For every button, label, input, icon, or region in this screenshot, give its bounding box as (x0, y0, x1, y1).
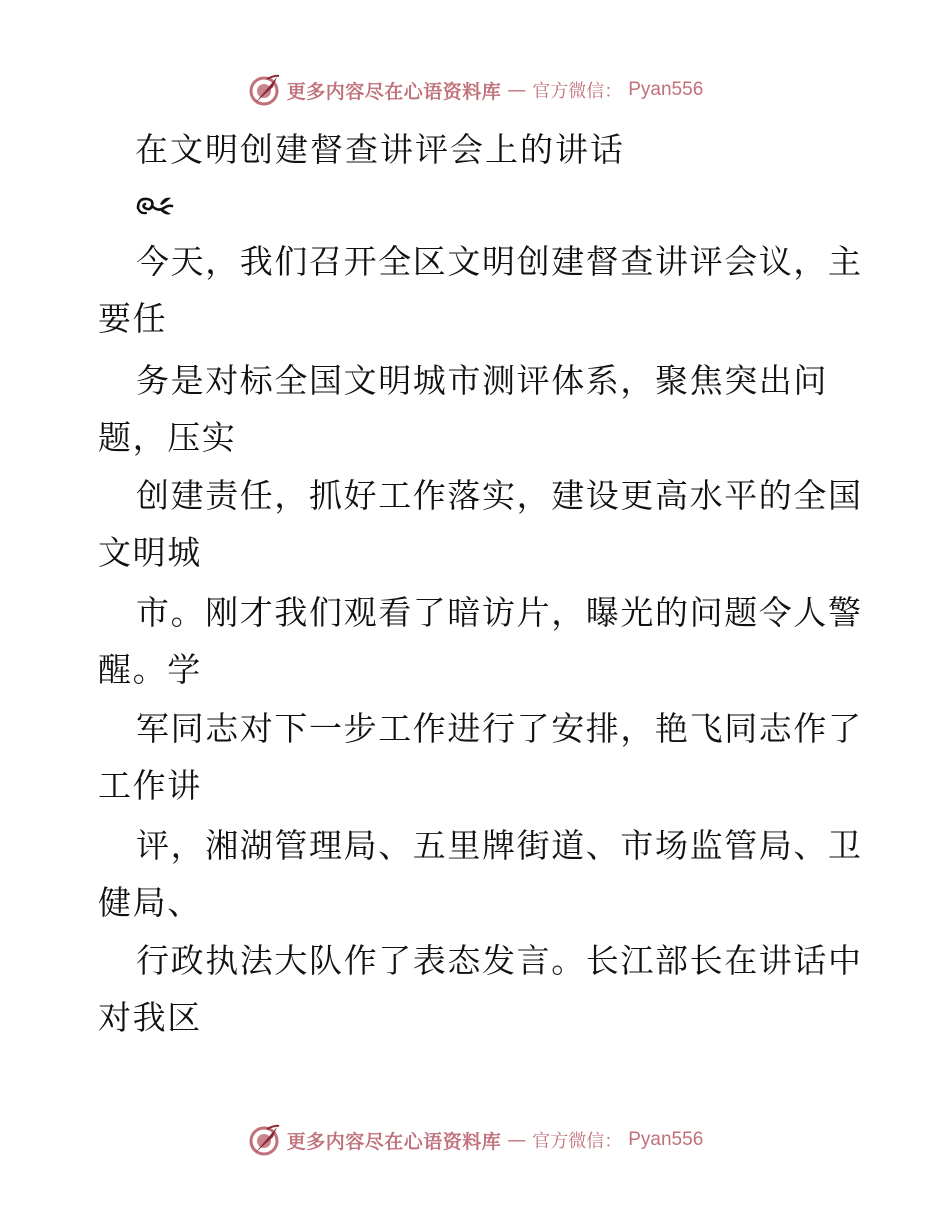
banner-wechat-id: Pyan556 (628, 79, 704, 100)
text-line: 务是对标全国文明城市测评体系，聚焦突出问 (136, 361, 828, 400)
body-paragraph-2 (98, 352, 858, 466)
body-paragraph-1 (98, 233, 863, 347)
text-line: 今天，我们召开全区文明创建督查讲评会议，主 (136, 242, 863, 281)
footer-banner (0, 1120, 950, 1160)
banner-wechat-label: 官方微信： (532, 1131, 623, 1152)
banner-wechat-id: Pyan556 (628, 1129, 704, 1150)
text-line: 市。刚才我们观看了暗访片，曝光的问题令人警 (136, 593, 863, 632)
text-line: 创建责任，抓好工作落实，建设更高水平的全国 (136, 476, 863, 515)
header-banner (0, 70, 950, 110)
quill-seal-icon (247, 1123, 281, 1157)
banner-separator: — (507, 79, 527, 101)
text-line: 题，压实 (98, 418, 237, 457)
floral-ornament-icon (134, 192, 174, 220)
text-line: 工作讲 (98, 766, 202, 805)
body-paragraph-6 (98, 817, 863, 931)
quill-seal-icon (247, 73, 281, 107)
text-line: 醒。学 (98, 650, 202, 689)
body-paragraph-4 (98, 584, 863, 698)
text-line: 行政执法大队作了表态发言。长江部长在讲话中 (136, 941, 863, 980)
banner-text: 更多内容尽在心语资料库 (286, 80, 502, 103)
banner-separator: — (507, 1129, 527, 1151)
body-paragraph-5 (98, 700, 863, 814)
banner-wechat-label: 官方微信： (532, 81, 623, 102)
text-line: 要任 (98, 299, 168, 338)
text-line: 评，湘湖管理局、五里牌街道、市场监管局、卫 (136, 826, 863, 865)
text-line: 健局、 (98, 883, 202, 922)
body-paragraph-3 (98, 467, 863, 581)
body-paragraph-7 (98, 932, 863, 1046)
text-line: 对我区 (98, 998, 202, 1037)
text-line: 军同志对下一步工作进行了安排，艳飞同志作了 (136, 709, 863, 748)
text-line: 文明城 (98, 533, 202, 572)
banner-text: 更多内容尽在心语资料库 (286, 1130, 502, 1153)
document-title: 在文明创建督查讲评会上的讲话 (135, 130, 625, 169)
